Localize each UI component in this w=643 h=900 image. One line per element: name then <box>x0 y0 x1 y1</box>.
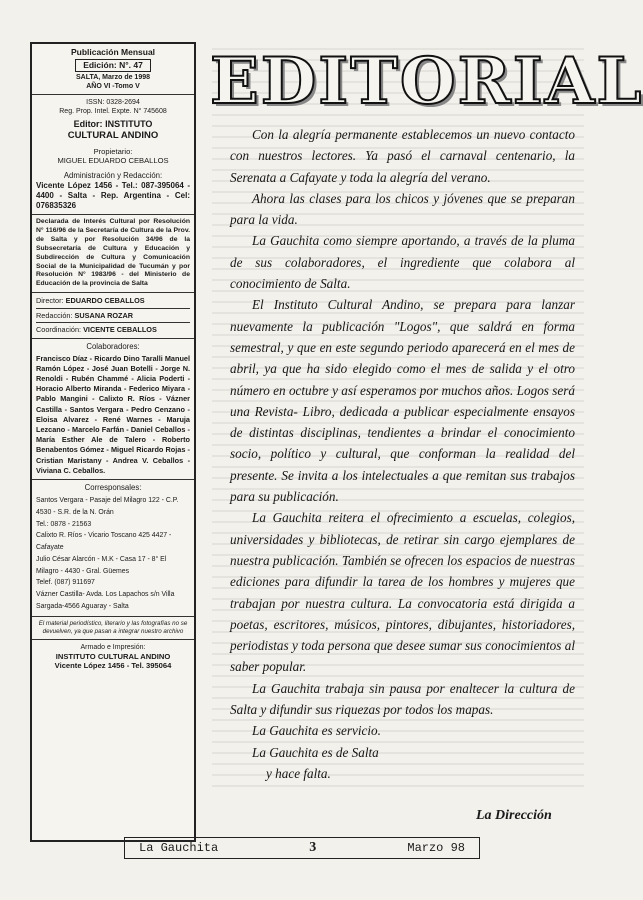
director-line: Director: EDUARDO CEBALLOS <box>36 294 190 308</box>
admin-label: Administración y Redacción: <box>63 171 163 181</box>
correspondent-entry: Tel.: 0878 - 21563 <box>36 520 92 528</box>
footer-publication: La Gauchita <box>139 841 219 855</box>
correspondent-entry: Telef. (087) 911697 <box>36 579 95 587</box>
notice-section <box>32 617 194 640</box>
printing-section <box>32 640 194 674</box>
edition-number: Edición: N°. 47 <box>75 59 151 72</box>
collaborators-list: Francisco Díaz - Ricardo Dino Taralli Manuel Ramón López - José Juan Botelli - Jorge N. Renoldi - Rubén Chammé - Alicia Poderti - Horacio Alberto Miranda - Federico Miyara - Pablo Mangini - Calixto R. Ríos - Vázner Castilla - Santos Vergara - Pedro Cenzano - Eloisa Alvarez - René Warnes - Maruja Lezcano - Marcelo Farfán - Daniel Ceballos - María Esther Ale de Talero - Roberto Benabentos Gómez - Miguel Ricardo Rojas - Cristian Maristany - Andrea V. Ceballos - Viviana C. Ceballos. <box>36 353 190 475</box>
article-paragraph: El Instituto Cultural Andino, se prepara para lanzar nuevamente la publicación "Logos", que saldrá en forma semestral, y que en este segundo periodo aparecerá en el mes de abril, ya que ha sido elegido como el mes de salida y el otro número en octubre y así esperamos por muchos años. Logos será una Revista- Libro, dedicada a publicar especialmente ensayos de distintas disciplinas, tendientes a brindar el conocimiento socio, político y cultural, que conforman la realidad del presente. Se invita a los intelectuales a que remitan sus trabajos para su publicación. <box>230 297 575 505</box>
owner-name: MIGUEL EDUARDO CEBALLOS <box>57 156 169 166</box>
coordination-name: VICENTE CEBALLOS <box>83 325 157 335</box>
correspondent-entry: Vázner Castilla- Avda. Los Lapachos s/n Villa Sargada-4566 Aguaray - Salta <box>36 591 175 610</box>
staff-section <box>32 293 194 338</box>
redaction-name: SUSANA ROZAR <box>74 310 134 320</box>
director-name: EDUARDO CEBALLOS <box>65 296 145 306</box>
correspondents-title: Corresponsales: <box>84 483 142 493</box>
article-paragraph: La Gauchita es de Salta <box>252 744 379 760</box>
place-date: SALTA, Marzo de 1998 <box>75 74 151 82</box>
declaration-text: Declarada de Interés Cultural por Resolución N° 116/96 de la Secretaría de Cultura de la Prov. de Salta y por Resolución 34/96 de la Subsecretaría de Cultura y Educación y Subdirección de Cultura y Comunicación Social de la Municipalidad de Tucumán y por Resolución N° 1983/96 - del Ministerio de Educación de la provincia de Salta <box>36 218 190 288</box>
declaration-section <box>32 215 194 293</box>
registration-info <box>32 95 194 215</box>
article-paragraph: y hace falta. <box>266 765 331 781</box>
editor-label: Editor: INSTITUTO <box>73 119 153 130</box>
page-footer <box>124 837 480 859</box>
coordination-line: Coordinación: VICENTE CEBALLOS <box>36 325 157 335</box>
editor-name-line2: CULTURAL ANDINO <box>67 130 159 142</box>
registration-number: Reg. Prop. Intel. Expte. N° 745608 <box>59 108 167 116</box>
correspondents-section <box>32 480 194 616</box>
article-paragraph: La Gauchita como siempre aportando, a través de la pluma de sus colaboradores, el ingrediente que colabora al conocimiento de Salta. <box>230 233 575 292</box>
article-paragraph: Ahora las clases para los chicos y jóvenes que se preparan para la vida. <box>230 190 575 228</box>
owner-label: Propietario: <box>93 146 133 156</box>
masthead-box <box>30 42 196 842</box>
issn: ISSN: 0328-2694 <box>86 99 140 107</box>
publication-info <box>32 44 194 95</box>
material-notice: El material periodístico, literario y las fotografías no se devuelven, ya que pasan a integrar nuestro archivo <box>38 619 188 635</box>
signature: La Dirección <box>476 808 552 823</box>
correspondent-entry: Santos Vergara - Pasaje del Milagro 122 - C.P. 4530 - S.R. de la N. Orán <box>36 497 179 516</box>
printing-label: Armado e Impresión: <box>80 643 146 651</box>
article-paragraph: La Gauchita reitera el ofrecimiento a escuelas, colegios, universidades y bibliotecas, de retirar sin cargo ejemplares de nuestra publicación. También se ofrecen los espacios de nuestras ediciones para difundir la tarea de los hombres y mujeres que trabajan por nuestra cultura. La convocatoria está dirigida a poetas, escritores, músicos, pintores, dibujantes, historiadores, periodistas y toda persona que desee sumar sus conocimientos al saber popular. <box>230 510 575 675</box>
admin-address: Vicente López 1456 - Tel.: 087-395064 - 4400 - Salta - Rep. Argentina - Cel: 076835326 <box>36 181 190 211</box>
page-number: 3 <box>309 840 317 855</box>
editorial-article <box>230 124 575 784</box>
footer-date: Marzo 98 <box>407 841 465 855</box>
printing-name: INSTITUTO CULTURAL ANDINO <box>55 651 171 661</box>
article-paragraph: Con la alegría permanente establecemos un nuevo contacto con nuestros lectores. Ya pasó el carnaval centenario, la Serenata a Cafayate y toda la alegría del verano. <box>230 127 575 185</box>
printing-address: Vicente López 1456 - Tel. 395064 <box>54 661 172 671</box>
redaction-line: Redacción: SUSANA ROZAR <box>36 309 190 323</box>
correspondent-entry: Julio César Alarcón - M.K - Casa 17 - 8° El Milagro - 4430 - Gral. Güemes <box>36 555 167 575</box>
collaborators-section <box>32 339 194 481</box>
year-volume: AÑO VI -Tomo V <box>86 83 140 91</box>
article-paragraph: La Gauchita trabaja sin pausa por enaltecer la cultura de Salta y difundir sus riquezas por todos los mapas. <box>230 680 575 718</box>
collaborators-title: Colaboradores: <box>86 341 140 351</box>
correspondent-entry: Calixto R. Ríos - Vicario Toscano 425 4427 - Cafayate <box>36 532 172 552</box>
article-paragraph: La Gauchita es servicio. <box>252 723 381 739</box>
publication-type: Publicación Mensual <box>70 47 156 57</box>
editorial-title: EDITORIAL <box>210 44 643 119</box>
editor-name-line1: INSTITUTO <box>105 119 153 130</box>
